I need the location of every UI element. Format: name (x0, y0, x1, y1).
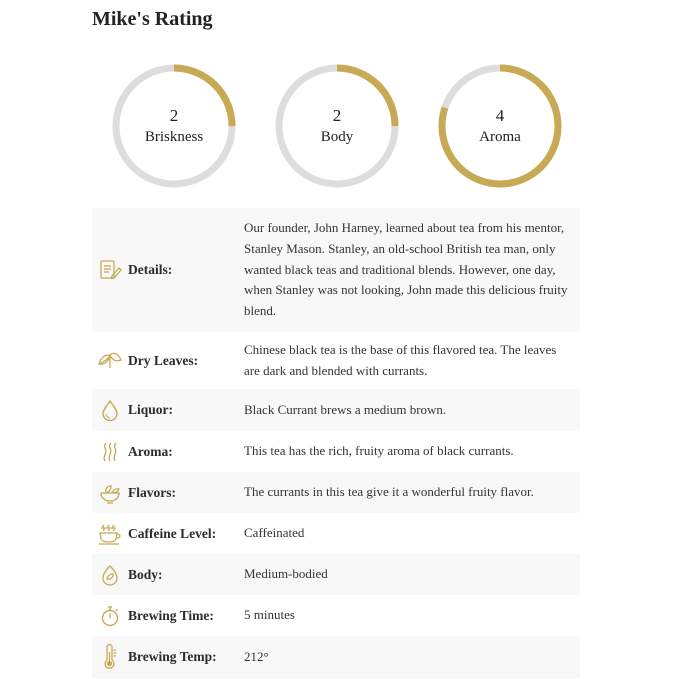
details-value: Our founder, John Harney, learned about tea from his mentor, Stanley Mason. Stanley, an old-school British tea man, only wanted black teas and traditional blends. However, one day, when Stanley was not looking, John made this delicious fruity blend. (244, 220, 568, 319)
mortar-leaf-icon (92, 482, 128, 504)
dry-leaves-label: Dry Leaves: (128, 352, 199, 368)
liquor-label: Liquor: (128, 402, 174, 417)
aroma-label: Aroma (479, 129, 521, 145)
details-row (92, 208, 580, 332)
brewing-temp-value: 212° (244, 648, 269, 664)
brewing-temp-row (92, 636, 580, 678)
tea-attributes-table (92, 208, 580, 678)
body-row (92, 554, 580, 595)
body-label: Body (320, 129, 354, 145)
briskness-value: 2 (169, 106, 179, 125)
body-attr-label: Body: (128, 566, 163, 582)
thermometer-icon (92, 644, 128, 670)
body-ring (273, 62, 401, 190)
briskness-label: Briskness (144, 129, 204, 145)
brewing-time-label: Brewing Time: (128, 607, 214, 623)
briskness-gauge (110, 62, 238, 190)
leaf-drop-icon (92, 564, 128, 586)
liquor-value: Black Currant brews a medium brown. (244, 401, 447, 417)
briskness-ring (110, 62, 238, 190)
section-title: Mike's Rating (92, 8, 213, 30)
body-gauge (273, 62, 401, 190)
aroma-value: 4 (495, 106, 505, 125)
droplet-icon (92, 399, 128, 421)
brewing-time-value: 5 minutes (244, 607, 295, 623)
flavors-value: The currants in this tea give it a wonderful fruity flavor. (244, 484, 534, 500)
liquor-row (92, 389, 580, 431)
tea-leaves-icon (92, 350, 128, 372)
steam-icon (92, 441, 128, 463)
details-label: Details: (128, 262, 173, 277)
body-value: 2 (332, 106, 342, 125)
dry-leaves-value: Chinese black tea is the base of this flavored tea. The leaves are dark and blended with currants. (244, 341, 557, 378)
flavors-label: Flavors: (128, 484, 176, 500)
caffeine-label: Caffeine Level: (128, 525, 217, 541)
caffeine-row (92, 513, 580, 554)
aroma-row (92, 431, 580, 472)
body-attr-value: Medium-bodied (244, 566, 328, 582)
brewing-time-row (92, 595, 580, 636)
aroma-ring (436, 62, 564, 190)
caffeine-value: Caffeinated (244, 525, 305, 541)
aroma-attr-value: This tea has the rich, fruity aroma of black currants. (244, 443, 514, 459)
brewing-temp-label: Brewing Temp: (128, 649, 217, 664)
aroma-attr-label: Aroma: (128, 443, 173, 459)
stopwatch-icon (92, 605, 128, 627)
dry-leaves-row (92, 332, 580, 389)
steaming-cup-icon (92, 522, 128, 546)
notepad-pencil-icon (92, 258, 128, 282)
flavors-row (92, 472, 580, 513)
aroma-gauge (436, 62, 564, 190)
